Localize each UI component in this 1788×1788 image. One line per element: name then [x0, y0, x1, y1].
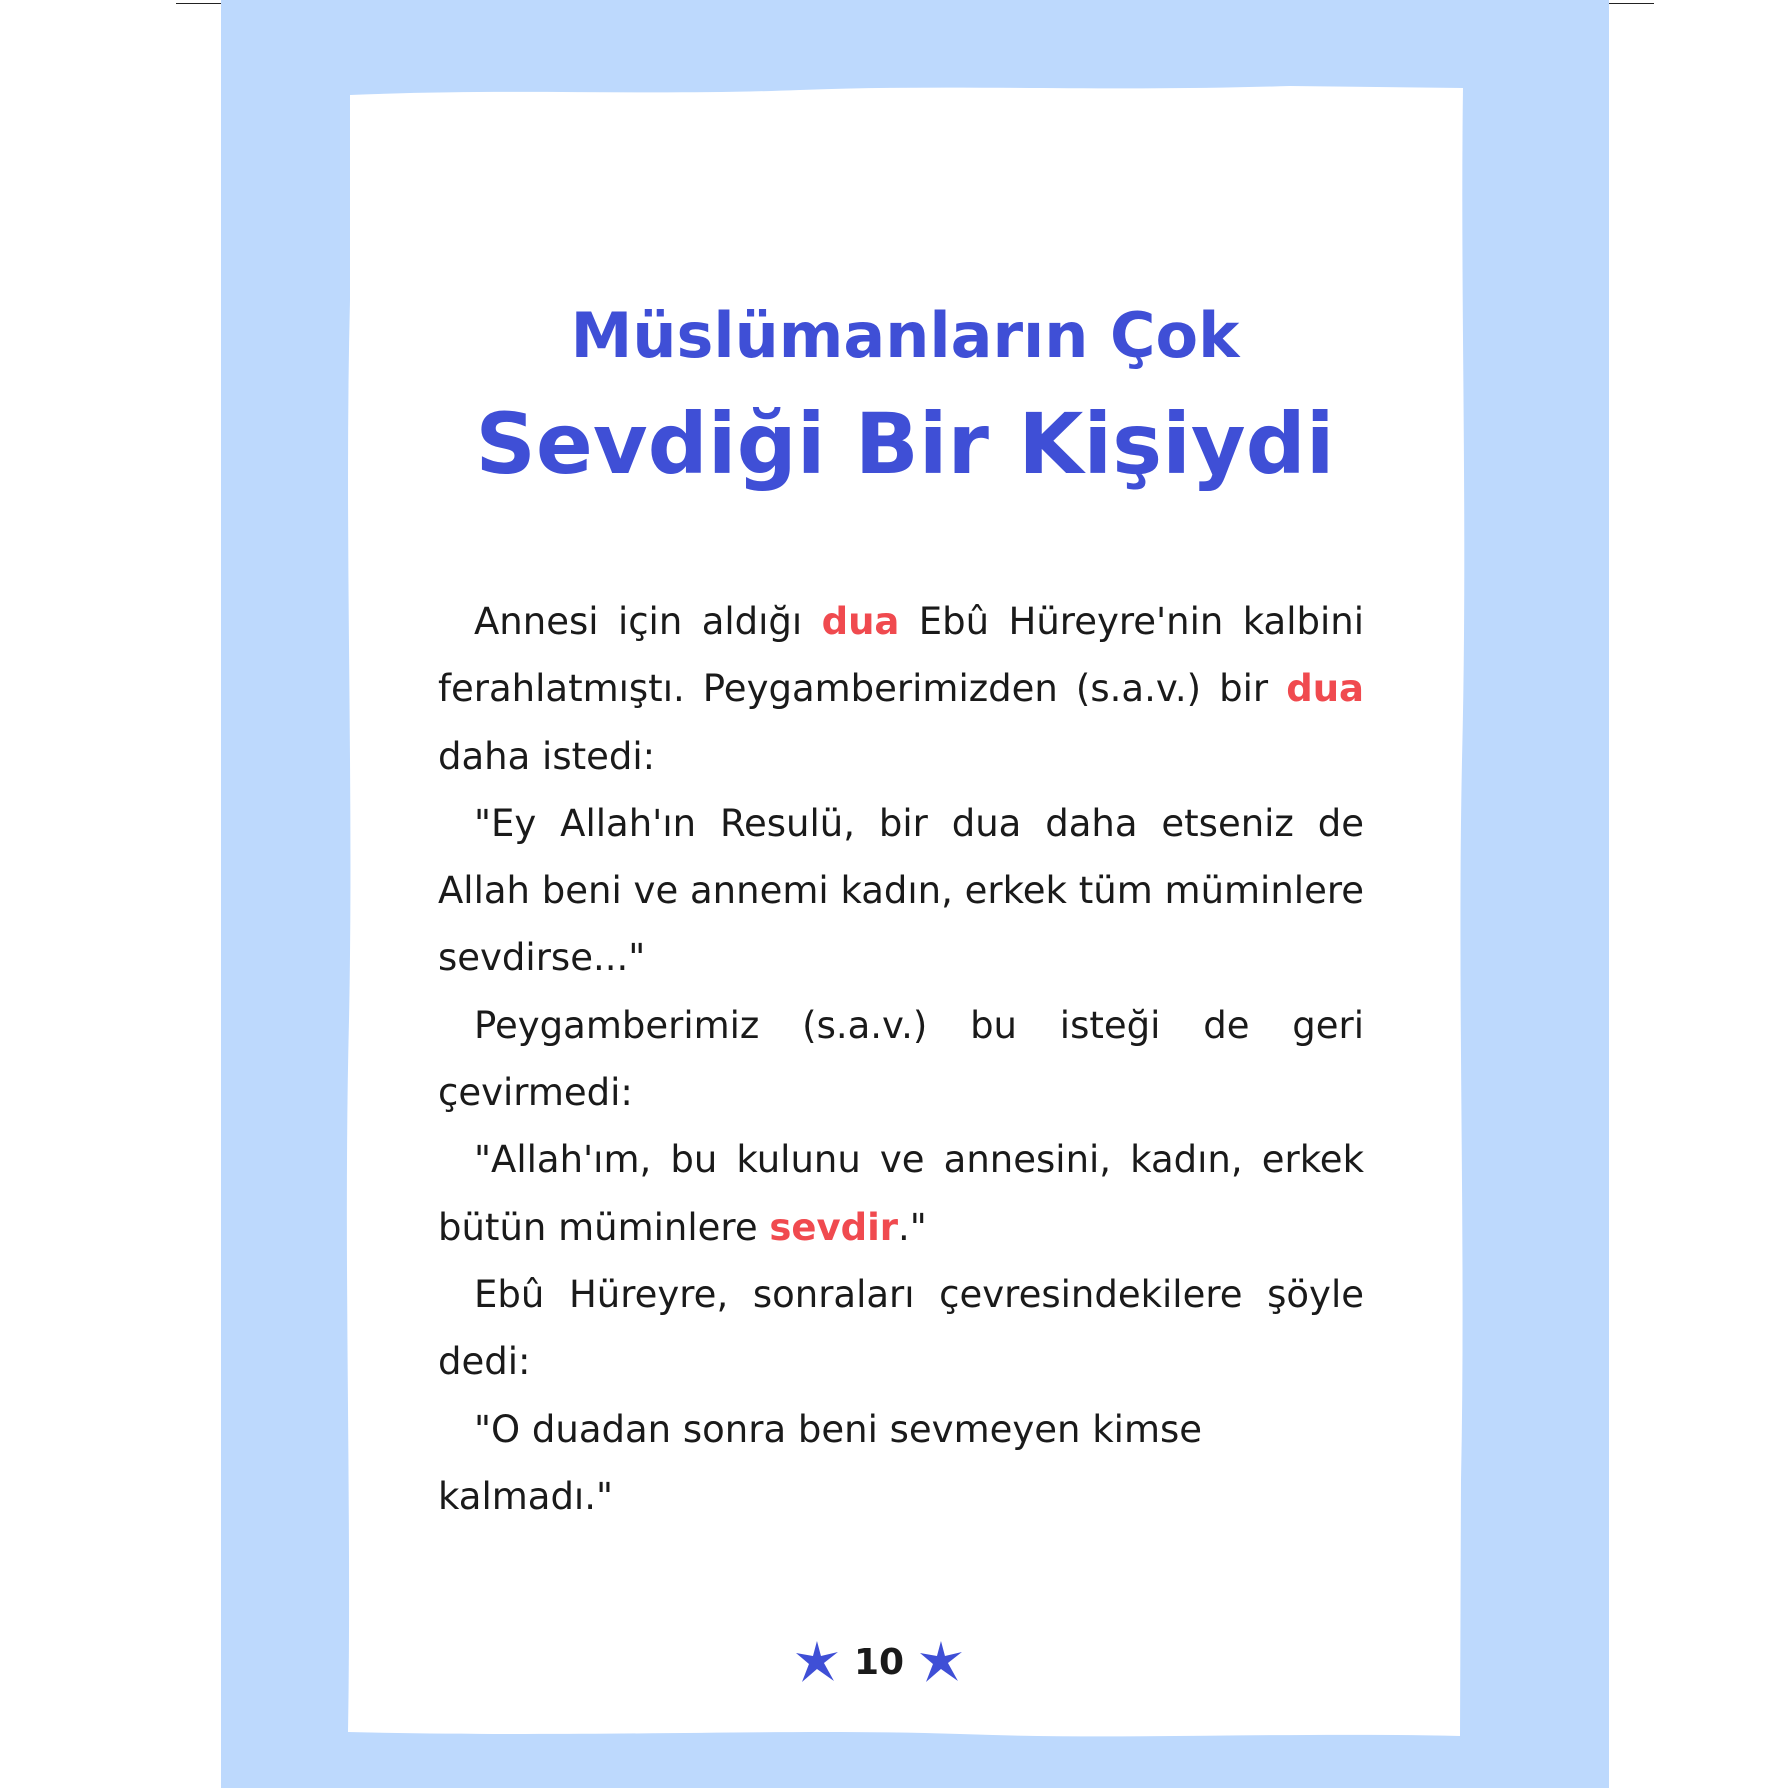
paragraph-3: Peygamberimiz (s.a.v.) bu isteği de geri çevirmedi:	[438, 1003, 1364, 1115]
paragraph-text: ."	[898, 1205, 927, 1249]
story-text	[438, 588, 1364, 1530]
paragraph-text: "Allah'ım, bu kulunu ve annesini, kadın, erkek bütün müminlere	[438, 1138, 1364, 1249]
star-icon	[794, 1639, 840, 1685]
highlight-word: dua	[821, 600, 900, 643]
title-line-1: Müslümanların Çok	[570, 299, 1240, 372]
paragraph-text: Annesi için aldığı	[474, 600, 822, 643]
paragraph-5: Ebû Hüreyre, sonraları çevresindekilere şöyle dedi:	[438, 1272, 1364, 1384]
paragraph-text: Ebû Hüreyre'nin kalbini ferahlatmıştı. Peygamberimizden (s.a.v.) bir	[438, 600, 1364, 711]
paragraph-text: daha istedi:	[438, 734, 656, 778]
paragraph-4	[438, 1126, 1364, 1261]
paragraph-1	[438, 588, 1364, 790]
highlight-word: sevdir	[769, 1205, 898, 1249]
title-line-2: Sevdiği Bir Kişiydi	[475, 395, 1335, 493]
paragraph-2: "Ey Allah'ın Resulü, bir dua daha etseniz de Allah beni ve annemi kadın, erkek tüm müminlere sevdirse..."	[438, 801, 1364, 980]
highlight-word: dua	[1286, 667, 1364, 711]
page-footer	[794, 1632, 964, 1692]
page-number: 10	[853, 1641, 905, 1683]
paragraph-6: "O duadan sonra beni sevmeyen kimse kalmadı."	[438, 1407, 1203, 1518]
star-icon	[918, 1639, 964, 1685]
